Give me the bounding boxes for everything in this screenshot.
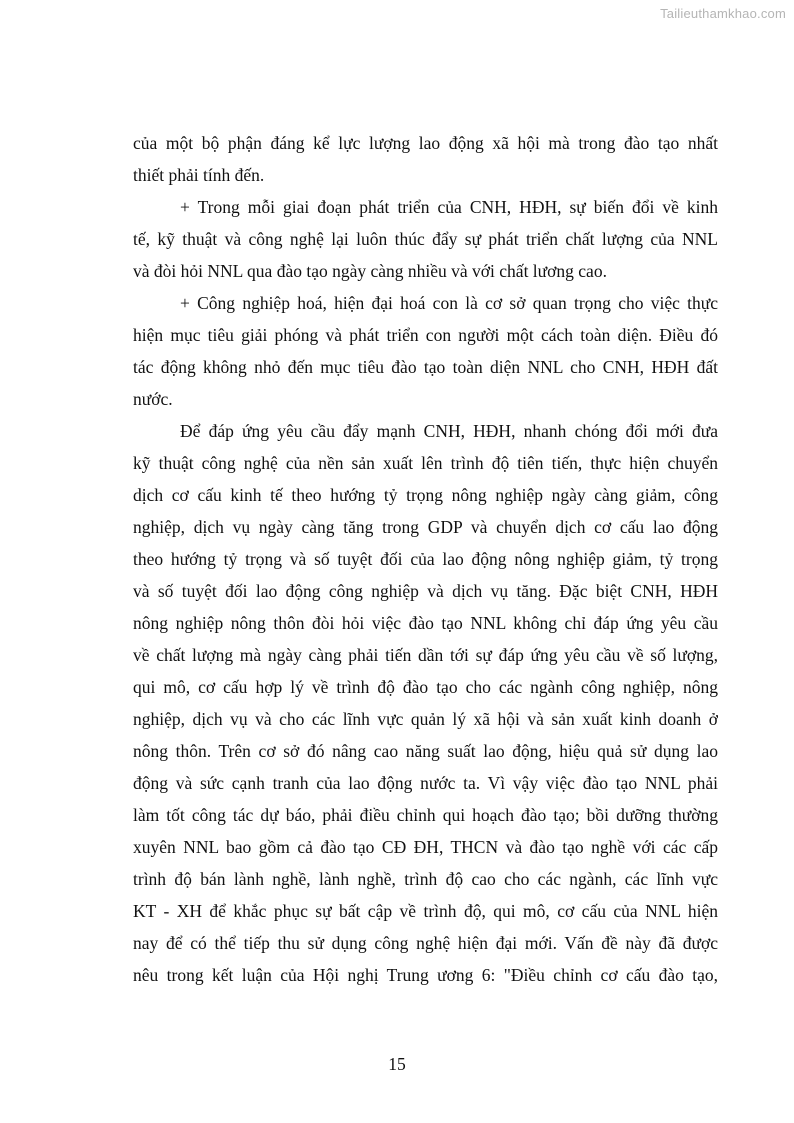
- text-line: thiết phải tính đến.: [133, 165, 265, 185]
- text-line: nông nghiệp nông thôn đòi hỏi việc đào tạo NNL không chỉ đáp ứng yêu cầu: [133, 613, 718, 633]
- text-line: trình độ bán lành nghề, lành nghề, trình độ cao cho các ngành, các lĩnh vực: [133, 869, 718, 889]
- text-line: KT - XH để khắc phục sự bất cập về trình độ, qui mô, cơ cấu của NNL hiện: [133, 901, 718, 921]
- text-line: xuyên NNL bao gồm cả đào tạo CĐ ĐH, THCN và đào tạo nghề với các cấp: [133, 837, 718, 857]
- text-line: nêu trong kết luận của Hội nghị Trung ương 6: "Điều chỉnh cơ cấu đào tạo,: [133, 965, 718, 985]
- text-line: kỹ thuật công nghệ của nền sản xuất lên trình độ tiên tiến, thực hiện chuyển: [133, 453, 718, 473]
- text-line: tế, kỹ thuật và công nghệ lại luôn thúc đẩy sự phát triển chất lượng của NNL: [133, 229, 718, 249]
- text-line: làm tốt công tác dự báo, phải điều chỉnh qui hoạch đào tạo; bồi dưỡng thường: [133, 805, 718, 825]
- text-line: và số tuyệt đối lao động công nghiệp và dịch vụ tăng. Đặc biệt CNH, HĐH: [133, 581, 718, 601]
- text-line: + Trong mỗi giai đoạn phát triển của CNH, HĐH, sự biến đổi về kinh: [180, 197, 718, 217]
- text-line: qui mô, cơ cấu hợp lý về trình độ đào tạo cho các ngành công nghiệp, nông: [133, 677, 718, 697]
- watermark-text: Tailieuthamkhao.com: [660, 6, 786, 21]
- text-line: của một bộ phận đáng kể lực lượng lao động xã hội mà trong đào tạo nhất: [133, 133, 718, 153]
- text-line: nông thôn. Trên cơ sở đó nâng cao năng suất lao động, hiệu quả sử dụng lao: [133, 741, 718, 761]
- text-line: theo hướng tỷ trọng và số tuyệt đối của lao động nông nghiệp giảm, tỷ trọng: [133, 549, 718, 569]
- text-line: hiện mục tiêu giải phóng và phát triển con người một cách toàn diện. Điều đó: [133, 325, 718, 345]
- text-line: + Công nghiệp hoá, hiện đại hoá con là cơ sở quan trọng cho việc thực: [180, 293, 718, 313]
- page-number: 15: [388, 1054, 406, 1074]
- text-line: nay để có thể tiếp thu sử dụng công nghệ hiện đại mới. Vấn đề này đã được: [133, 933, 718, 953]
- text-line: dịch cơ cấu kinh tế theo hướng tỷ trọng nông nghiệp ngày càng giảm, công: [133, 485, 718, 505]
- text-line: Để đáp ứng yêu cầu đẩy mạnh CNH, HĐH, nhanh chóng đổi mới đưa: [180, 421, 718, 441]
- text-line: nghiệp, dịch vụ ngày càng tăng trong GDP và chuyển dịch cơ cấu lao động: [133, 517, 718, 537]
- document-body: [133, 127, 718, 991]
- text-line: tác động không nhỏ đến mục tiêu đào tạo toàn diện NNL cho CNH, HĐH đất: [133, 357, 718, 377]
- text-line: về chất lượng mà ngày càng phải tiến dần tới sự đáp ứng yêu cầu về số lượng,: [133, 645, 718, 665]
- text-line: động và sức cạnh tranh của lao động nước ta. Vì vậy việc đào tạo NNL phải: [133, 773, 718, 793]
- text-line: nước.: [133, 389, 173, 409]
- text-line: nghiệp, dịch vụ và cho các lĩnh vực quản lý xã hội và sản xuất kinh doanh ở: [133, 709, 718, 729]
- text-line: và đòi hỏi NNL qua đào tạo ngày càng nhiều và với chất lương cao.: [133, 261, 607, 281]
